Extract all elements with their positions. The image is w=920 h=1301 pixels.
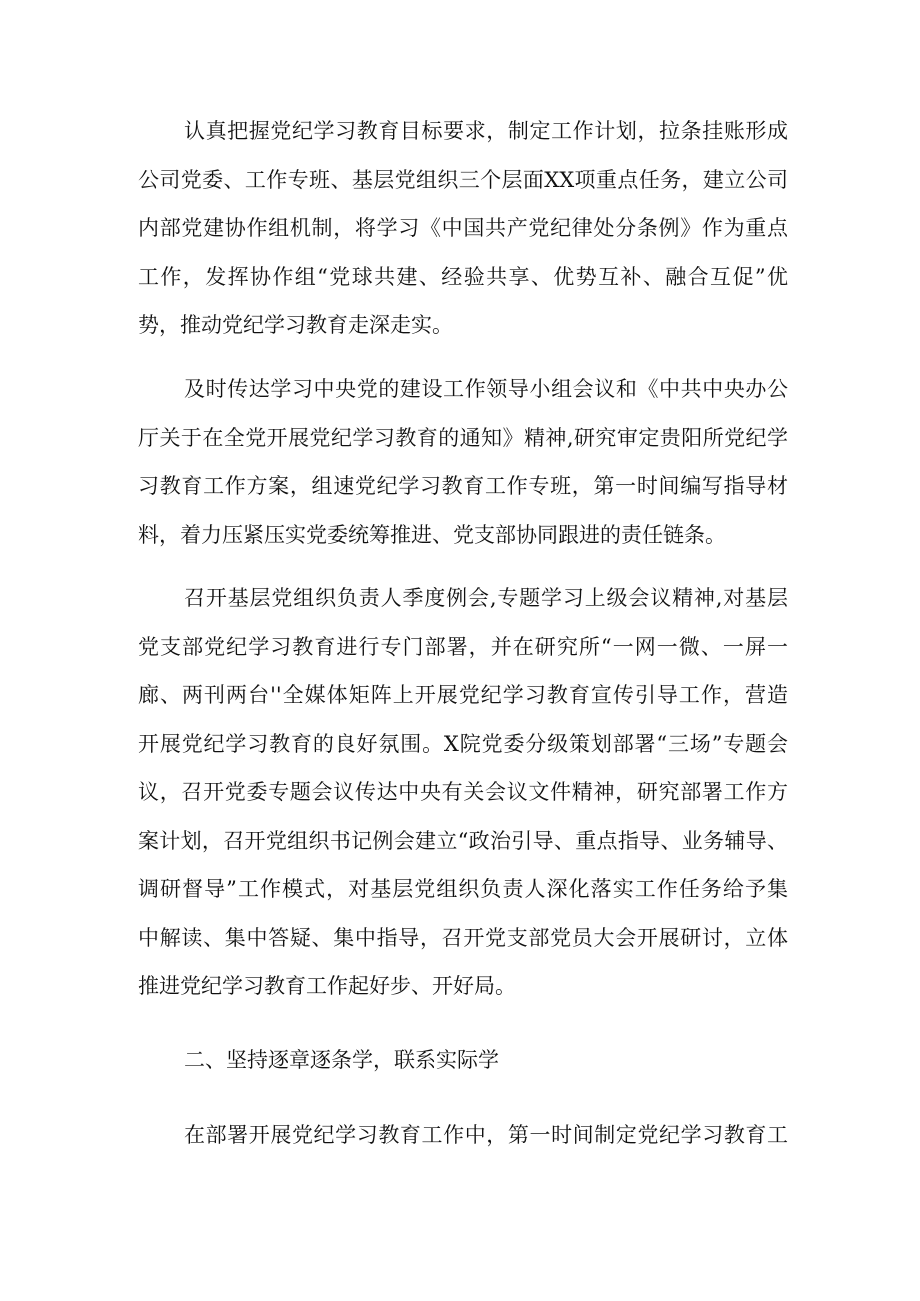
paragraph-line: 在部署开展党纪学习教育工作中，第一时间制定党纪学习教育工 <box>184 1123 788 1147</box>
paragraph-line: 工作，发挥协作组“党球共建、经验共享、优势互补、融合互促”优 <box>138 264 788 289</box>
paragraph-line: 料，着力压紧压实党委统筹推进、党支部协同跟进的责任链条。 <box>138 522 726 547</box>
paragraph-line: 内部党建协作组机制，将学习《中国共产党纪律处分条例》作为重点 <box>138 216 788 240</box>
section-heading <box>138 1036 788 1085</box>
paragraph-line: 党支部党纪学习教育进行专门部署，并在研究所“一网一微、一屏一 <box>138 634 788 659</box>
paragraph-line: 认真把握党纪学习教育目标要求，制定工作计划，拉条挂账形成 <box>184 119 788 143</box>
paragraph-line: 案计划，召开党组织书记例会建立“政治引导、重点指导、业务辅导、 <box>138 828 788 853</box>
paragraph-2 <box>138 365 788 559</box>
paragraph-3 <box>138 574 788 1011</box>
paragraph-line: 中解读、集中答疑、集中指导，召开党支部党员大会开展研讨，立体 <box>138 925 788 950</box>
paragraph-line: 势，推动党纪学习教育走深走实。 <box>138 313 453 337</box>
section-heading-text: 二、坚持逐章逐条学，联系实际学 <box>184 1048 499 1072</box>
paragraph-line: 开展党纪学习教育的良好氛围。X院党委分级策划部署“三场”专题会 <box>138 731 788 756</box>
paragraph-line: 廊、两刊两台''全媒体矩阵上开展党纪学习教育宣传引导工作，营造 <box>138 683 788 707</box>
paragraph-line: 推进党纪学习教育工作起好步、开好局。 <box>138 974 516 998</box>
paragraph-line: 厅关于在全党开展党纪学习教育的通知》精神,研究审定贵阳所党纪学 <box>138 425 788 450</box>
paragraph-1 <box>138 107 788 350</box>
paragraph-4 <box>138 1111 788 1160</box>
paragraph-line: 调研督导”工作模式，对基层党组织负责人深化落实工作任务给予集 <box>138 877 788 901</box>
paragraph-line: 习教育工作方案，组速党纪学习教育工作专班，第一时间编写指导材 <box>138 474 788 498</box>
paragraph-line: 及时传达学习中央党的建设工作领导小组会议和《中共中央办公 <box>184 377 788 401</box>
paragraph-line: 公司党委、工作专班、基层党组织三个层面XX项重点任务，建立公司 <box>138 167 788 192</box>
paragraph-line: 议，召开党委专题会议传达中央有关会议文件精神，研究部署工作方 <box>138 780 788 804</box>
paragraph-line: 召开基层党组织负责人季度例会,专题学习上级会议精神,对基层 <box>184 586 788 610</box>
